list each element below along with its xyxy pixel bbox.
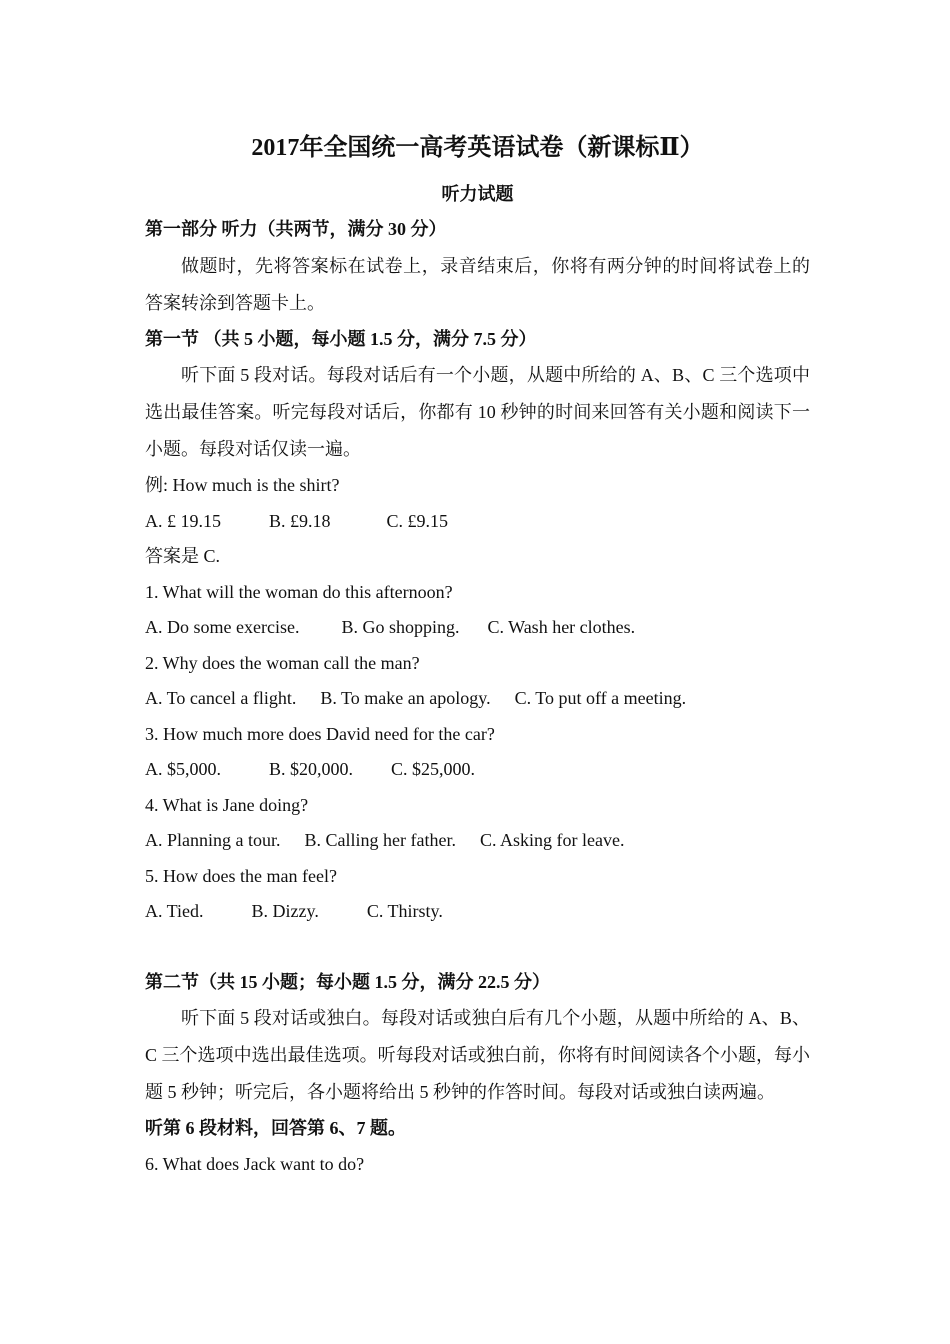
option-a: A. Do some exercise. [145, 617, 300, 637]
part1-instruction: 做题时，先将答案标在试卷上，录音结束后，你将有两分钟的时间将试卷上的答案转涂到答题卡上。 [145, 255, 810, 313]
option-b: B. $20,000. [269, 759, 354, 779]
section2-heading: 第二节（共 15 小题；每小题 1.5 分，满分 22.5 分） [145, 971, 550, 992]
page-subtitle: 听力试题 [441, 184, 514, 204]
option-b: B. Calling her father. [304, 830, 456, 850]
option-a: A. $5,000. [145, 759, 221, 779]
material-6-heading: 听第 6 段材料，回答第 6、7 题。 [145, 1118, 406, 1138]
option-b: B. Dizzy. [251, 901, 319, 921]
option-a: A. Tied. [145, 901, 204, 921]
example-options [145, 504, 810, 540]
question-4: 4. What is Jane doing? [145, 794, 309, 815]
question-4-options [145, 823, 810, 859]
question-1: 1. What will the woman do this afternoon? [145, 581, 453, 602]
section1-instruction: 听下面 5 段对话。每段对话后有一个小题，从题中所给的 A、B、C 三个选项中选出最佳答案。听完每段对话后，你都有 10 秒钟的时间来回答有关小题和阅读下一小题。每段对话仅读一遍。 [145, 365, 810, 459]
option-b: B. Go shopping. [341, 617, 460, 637]
question-3-options [145, 752, 810, 788]
option-b: B. £9.18 [269, 510, 331, 531]
option-a: A. Planning a tour. [145, 830, 281, 850]
example-answer: 答案是 C. [145, 546, 221, 566]
option-c: C. £9.15 [386, 510, 449, 531]
part1-heading: 第一部分 听力（共两节，满分 30 分） [145, 219, 447, 239]
question-2-options [145, 681, 810, 717]
question-3: 3. How much more does David need for the car? [145, 723, 495, 744]
option-c: C. Thirsty. [366, 901, 443, 921]
option-c: C. $25,000. [391, 759, 476, 779]
question-6: 6. What does Jack want to do? [145, 1153, 365, 1174]
example-question: 例: How much is the shirt? [145, 475, 340, 495]
question-5: 5. How does the man feel? [145, 865, 337, 886]
option-a: A. £ 19.15 [145, 510, 221, 531]
question-2: 2. Why does the woman call the man? [145, 652, 420, 673]
question-1-options [145, 610, 810, 646]
question-5-options [145, 894, 810, 930]
page-content [145, 128, 810, 1182]
option-c: C. Wash her clothes. [487, 617, 636, 637]
blank-line [145, 930, 810, 965]
section2-instruction: 听下面 5 段对话或独白。每段对话或独白后有几个小题，从题中所给的 A、B、C 三个选项中选出最佳选项。听每段对话或独白前，你将有时间阅读各个小题，每小题 5 秒钟；听完后，各小题将给出 5 秒钟的作答时间。每段对话或独白读两遍。 [145, 1008, 810, 1102]
section1-heading: 第一节 （共 5 小题，每小题 1.5 分，满分 7.5 分） [145, 328, 537, 349]
option-c: C. To put off a meeting. [514, 688, 687, 708]
option-a: A. To cancel a flight. [145, 688, 297, 708]
page-title: 2017年全国统一高考英语试卷（新课标Ⅱ） [251, 135, 704, 161]
option-c: C. Asking for leave. [479, 830, 625, 850]
option-b: B. To make an apology. [320, 688, 491, 708]
